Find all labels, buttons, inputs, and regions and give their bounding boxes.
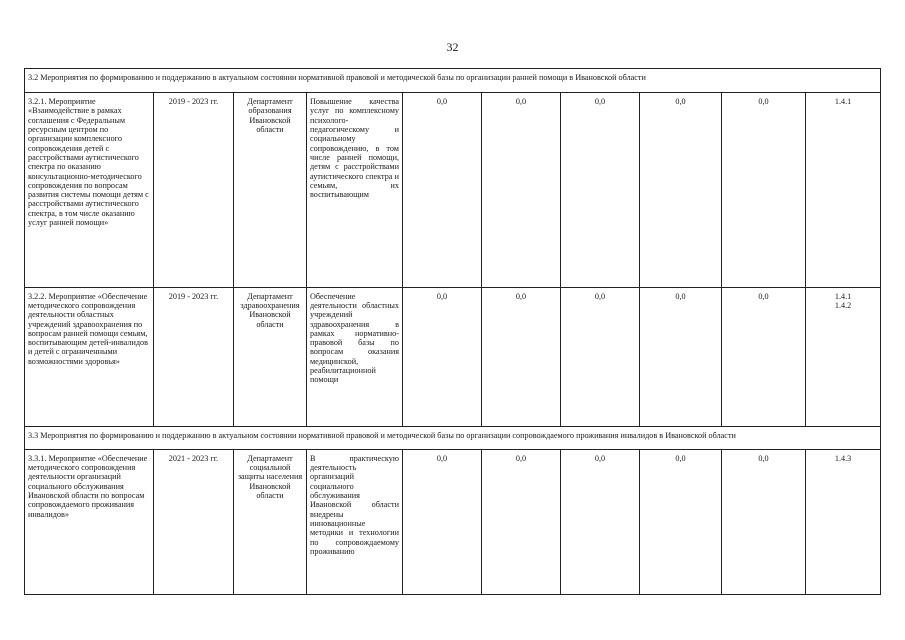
activity-years: 2021 - 2023 гг. [154, 449, 234, 594]
section-title-3-2: 3.2 Мероприятия по формированию и поддержанию в актуальном состоянии нормативной правовой и методической базы по организации ранней помощи в Ивановской области [25, 69, 881, 93]
table-row-3-3-1 [25, 449, 881, 594]
activity-result: Обеспечение деятельности областных учреждений здравоохранения в рамках нормативно-правовой базы по вопросам оказания медицинской, реабилитационной помощи [307, 287, 403, 426]
indicator-codes [806, 449, 881, 594]
activity-executor: Департамент образования Ивановской области [234, 93, 307, 287]
funding-value: 0,0 [403, 93, 482, 287]
indicator-code: 1.4.2 [834, 300, 852, 310]
activity-executor: Департамент здравоохранения Ивановской области [234, 287, 307, 426]
activity-result: В практическую деятельность организаций социального обслуживания Ивановской области внедрены инновационные методики и технологии по сопровождаемому проживанию [307, 449, 403, 594]
activity-name: 3.3.1. Мероприятие «Обеспечение методического сопровождения деятельности организаций социального обслуживания Ивановской области по вопросам сопровождаемого проживания инвалидов» [25, 449, 154, 594]
section-row-3-2 [25, 69, 881, 93]
indicator-code: 1.4.1 [834, 291, 852, 301]
funding-value: 0,0 [482, 287, 561, 426]
table-row-3-2-1 [25, 93, 881, 287]
funding-value: 0,0 [640, 287, 722, 426]
funding-value: 0,0 [722, 93, 806, 287]
activity-result: Повышение качества услуг по комплексному психолого-педагогическому и социальному сопровождению, в том числе ранней помощи, детям с расстройствами аутистического спектра и семьям, их воспитывающим [307, 93, 403, 287]
table-row-3-2-2 [25, 287, 881, 426]
funding-value: 0,0 [722, 449, 806, 594]
indicator-code: 1.4.1 [834, 97, 852, 107]
activity-name: 3.2.2. Мероприятие «Обеспечение методического сопровождения деятельности областных учреждений здравоохранения по вопросам ранней помощи семьям, воспитывающим детей-инвалидов и детей с ограниченными возможностями здоровья» [25, 287, 154, 426]
activity-years: 2019 - 2023 гг. [154, 287, 234, 426]
activity-name: 3.2.1. Мероприятие «Взаимодействие в рамках соглашения с Федеральным ресурсным центром по организации комплексного сопровождения детей с расстройствами аутистического спектра по оказанию консультационно-методического сопровождения по вопросам развития системы помощи детям с расстройствами аутистического спектра, в том числе оказанию услуг ранней помощи» [25, 93, 154, 287]
funding-value: 0,0 [403, 287, 482, 426]
program-activities-table [24, 68, 881, 595]
funding-value: 0,0 [561, 449, 640, 594]
indicator-codes [806, 93, 881, 287]
activity-years: 2019 - 2023 гг. [154, 93, 234, 287]
funding-value: 0,0 [482, 93, 561, 287]
funding-value: 0,0 [640, 93, 722, 287]
indicator-codes [806, 287, 881, 426]
funding-value: 0,0 [722, 287, 806, 426]
page-number: 32 [446, 40, 459, 54]
funding-value: 0,0 [561, 93, 640, 287]
indicator-code: 1.4.3 [834, 453, 852, 463]
funding-value: 0,0 [561, 287, 640, 426]
activity-executor: Департамент социальной защиты населения Ивановской области [234, 449, 307, 594]
funding-value: 0,0 [482, 449, 561, 594]
section-row-3-3 [25, 426, 881, 449]
funding-value: 0,0 [640, 449, 722, 594]
funding-value: 0,0 [403, 449, 482, 594]
section-title-3-3: 3.3 Мероприятия по формированию и поддержанию в актуальном состоянии нормативной правовой и методической базы по организации сопровождаемого проживания инвалидов в Ивановской области [25, 426, 881, 449]
